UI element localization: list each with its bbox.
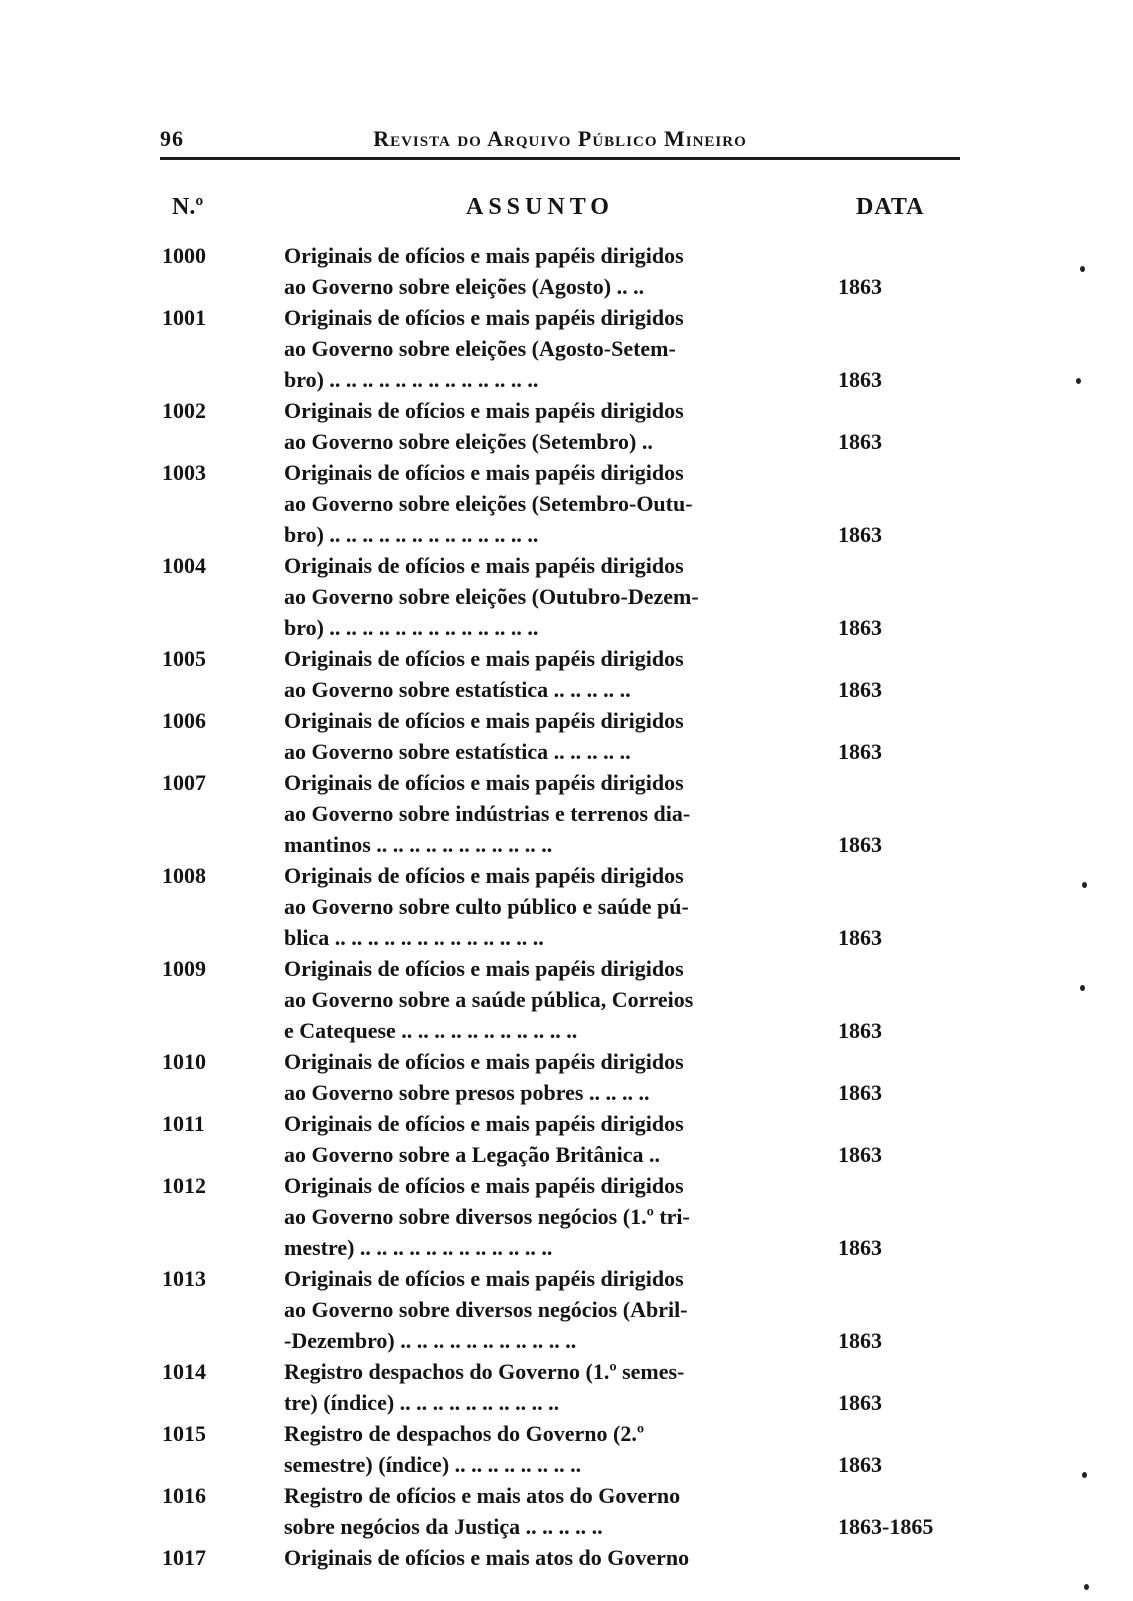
entry-subject-line: Originais de ofícios e mais papéis dirigidos (284, 398, 684, 423)
entry-number: 1002 (162, 398, 206, 423)
entry-subject-line: ao Governo sobre indústrias e terrenos dia- (284, 801, 691, 826)
entry-subject-line: ao Governo sobre diversos negócios (1.º tri- (284, 1204, 690, 1229)
entry-subject (284, 1170, 796, 1263)
entry-date: 1863 (838, 925, 882, 950)
entry-subject-line: -Dezembro) .. .. .. .. .. .. .. .. .. .. .. (284, 1328, 577, 1353)
entry-number: 1014 (162, 1359, 206, 1384)
margin-speck (1082, 882, 1087, 888)
entry-number: 1012 (162, 1173, 206, 1198)
entry-date: 1863 (838, 274, 882, 299)
entry-subject-line: tre) (índice) .. .. .. .. .. .. .. .. .. .. (284, 1390, 560, 1415)
entry-subject-line: Originais de ofícios e mais papéis dirigidos (284, 1111, 684, 1136)
entry-subject-line: ao Governo sobre presos pobres .. .. .. .. (284, 1080, 650, 1105)
entry-date: 1863-1865 (838, 1514, 934, 1539)
entry-subject-line: Originais de ofícios e mais papéis dirigidos (284, 770, 684, 795)
entry-subject (284, 705, 796, 767)
entry-number: 1006 (162, 708, 206, 733)
entry-subject (284, 395, 796, 457)
entry-subject-line: Originais de ofícios e mais atos do Governo (284, 1545, 690, 1570)
entry-subject (284, 302, 796, 395)
entry-number: 1017 (162, 1545, 206, 1570)
entry-subject (284, 550, 796, 643)
entry-subject-line: Originais de ofícios e mais papéis dirigidos (284, 1173, 684, 1198)
entry-date: 1863 (838, 615, 882, 640)
entry-date: 1863 (838, 429, 882, 454)
entry-date: 1863 (838, 1328, 882, 1353)
entry-subject-line: Originais de ofícios e mais papéis dirigidos (284, 1049, 684, 1074)
journal-title: Revista do Arquivo Público Mineiro (373, 126, 747, 151)
entry-subject-line: sobre negócios da Justiça .. .. .. .. .. (284, 1514, 603, 1539)
entry-number: 1007 (162, 770, 206, 795)
entry-subject-line: ao Governo sobre eleições (Agosto) .. .. (284, 274, 645, 299)
entry-subject-line: Originais de ofícios e mais papéis dirigidos (284, 305, 684, 330)
header-rule (160, 157, 960, 160)
entry-subject (284, 1356, 796, 1418)
entry-subject-line: bro) .. .. .. .. .. .. .. .. .. .. .. .. .. (284, 522, 539, 547)
entry-date: 1863 (838, 1390, 882, 1415)
entry-subject-line: Registro despachos do Governo (1.º semes- (284, 1359, 685, 1384)
margin-speck (1080, 266, 1085, 272)
column-header-number: N.º (172, 194, 204, 220)
entry-subject-line: semestre) (índice) .. .. .. .. .. .. .. .. (284, 1452, 582, 1477)
entry-number: 1009 (162, 956, 206, 981)
entry-subject (284, 643, 796, 705)
entry-number: 1001 (162, 305, 206, 330)
entry-subject (284, 1108, 796, 1170)
entry-subject (284, 860, 796, 953)
entry-subject-line: Originais de ofícios e mais papéis dirigidos (284, 708, 684, 733)
entry-number: 1000 (162, 243, 206, 268)
entry-subject (284, 240, 796, 302)
entry-date: 1863 (838, 522, 882, 547)
entry-date: 1863 (838, 1080, 882, 1105)
entry-subject-line: Originais de ofícios e mais papéis dirigidos (284, 243, 684, 268)
entry-subject-line: ao Governo sobre eleições (Setembro-Outu- (284, 491, 693, 516)
entry-subject-line: ao Governo sobre estatística .. .. .. .. .. (284, 739, 631, 764)
entry-number: 1016 (162, 1483, 206, 1508)
entry-date: 1863 (838, 1142, 882, 1167)
entry-number: 1003 (162, 460, 206, 485)
entry-subject-line: Originais de ofícios e mais papéis dirigidos (284, 460, 684, 485)
column-header-date: DATA (856, 194, 925, 220)
entry-date: 1863 (838, 1018, 882, 1043)
entry-date: 1863 (838, 677, 882, 702)
entry-subject-line: ao Governo sobre a Legação Britânica .. (284, 1142, 660, 1167)
entry-subject (284, 1046, 796, 1108)
entry-subject-line: mantinos .. .. .. .. .. .. .. .. .. .. .. (284, 832, 553, 857)
entry-subject-line: Originais de ofícios e mais papéis dirigidos (284, 956, 684, 981)
entry-subject-line: Originais de ofícios e mais papéis dirigidos (284, 553, 684, 578)
margin-speck (1080, 985, 1085, 991)
entry-subject-line: e Catequese .. .. .. .. .. .. .. .. .. .. .. (284, 1018, 578, 1043)
entry-number: 1004 (162, 553, 206, 578)
entry-number: 1015 (162, 1421, 206, 1446)
entry-number: 1005 (162, 646, 206, 671)
entry-date: 1863 (838, 832, 882, 857)
entry-subject (284, 457, 796, 550)
entry-subject-line: ao Governo sobre culto público e saúde pú- (284, 894, 689, 919)
entry-subject-line: ao Governo sobre a saúde pública, Correios (284, 987, 694, 1012)
entry-subject-line: Originais de ofícios e mais papéis dirigidos (284, 1266, 684, 1291)
entry-subject (284, 953, 796, 1046)
entry-subject-line: bro) .. .. .. .. .. .. .. .. .. .. .. .. .. (284, 615, 539, 640)
entry-subject (284, 1418, 796, 1480)
entry-subject-line: Originais de ofícios e mais papéis dirigidos (284, 863, 684, 888)
entry-subject-line: ao Governo sobre eleições (Outubro-Dezem- (284, 584, 699, 609)
margin-speck (1076, 378, 1081, 384)
page-number: 96 (160, 126, 184, 151)
column-header-subject: ASSUNTO (466, 194, 614, 220)
entry-subject (284, 767, 796, 860)
entry-date: 1863 (838, 739, 882, 764)
entry-subject (284, 1480, 796, 1542)
entry-subject-line: Registro de despachos do Governo (2.º (284, 1421, 645, 1446)
entry-subject-line: blica .. .. .. .. .. .. .. .. .. .. .. .. .. (284, 925, 544, 950)
entry-subject-line: bro) .. .. .. .. .. .. .. .. .. .. .. .. .. (284, 367, 539, 392)
entry-subject-line: ao Governo sobre eleições (Agosto-Setem- (284, 336, 676, 361)
entry-subject-line: Registro de ofícios e mais atos do Governo (284, 1483, 681, 1508)
entry-subject (284, 1542, 796, 1573)
entry-number: 1013 (162, 1266, 206, 1291)
entry-number: 1008 (162, 863, 206, 888)
entry-subject-line: mestre) .. .. .. .. .. .. .. .. .. .. .. .. (284, 1235, 553, 1260)
entry-number: 1010 (162, 1049, 206, 1074)
entry-subject (284, 1263, 796, 1356)
entry-date: 1863 (838, 367, 882, 392)
entry-subject-line: Originais de ofícios e mais papéis dirigidos (284, 646, 684, 671)
entry-subject-line: ao Governo sobre estatística .. .. .. .. .. (284, 677, 631, 702)
margin-speck (1082, 1472, 1087, 1478)
entry-subject-line: ao Governo sobre diversos negócios (Abril- (284, 1297, 688, 1322)
margin-speck (1084, 1584, 1089, 1590)
entry-number: 1011 (162, 1111, 205, 1136)
entry-date: 1863 (838, 1235, 882, 1260)
entry-date: 1863 (838, 1452, 882, 1477)
entry-subject-line: ao Governo sobre eleições (Setembro) .. (284, 429, 653, 454)
